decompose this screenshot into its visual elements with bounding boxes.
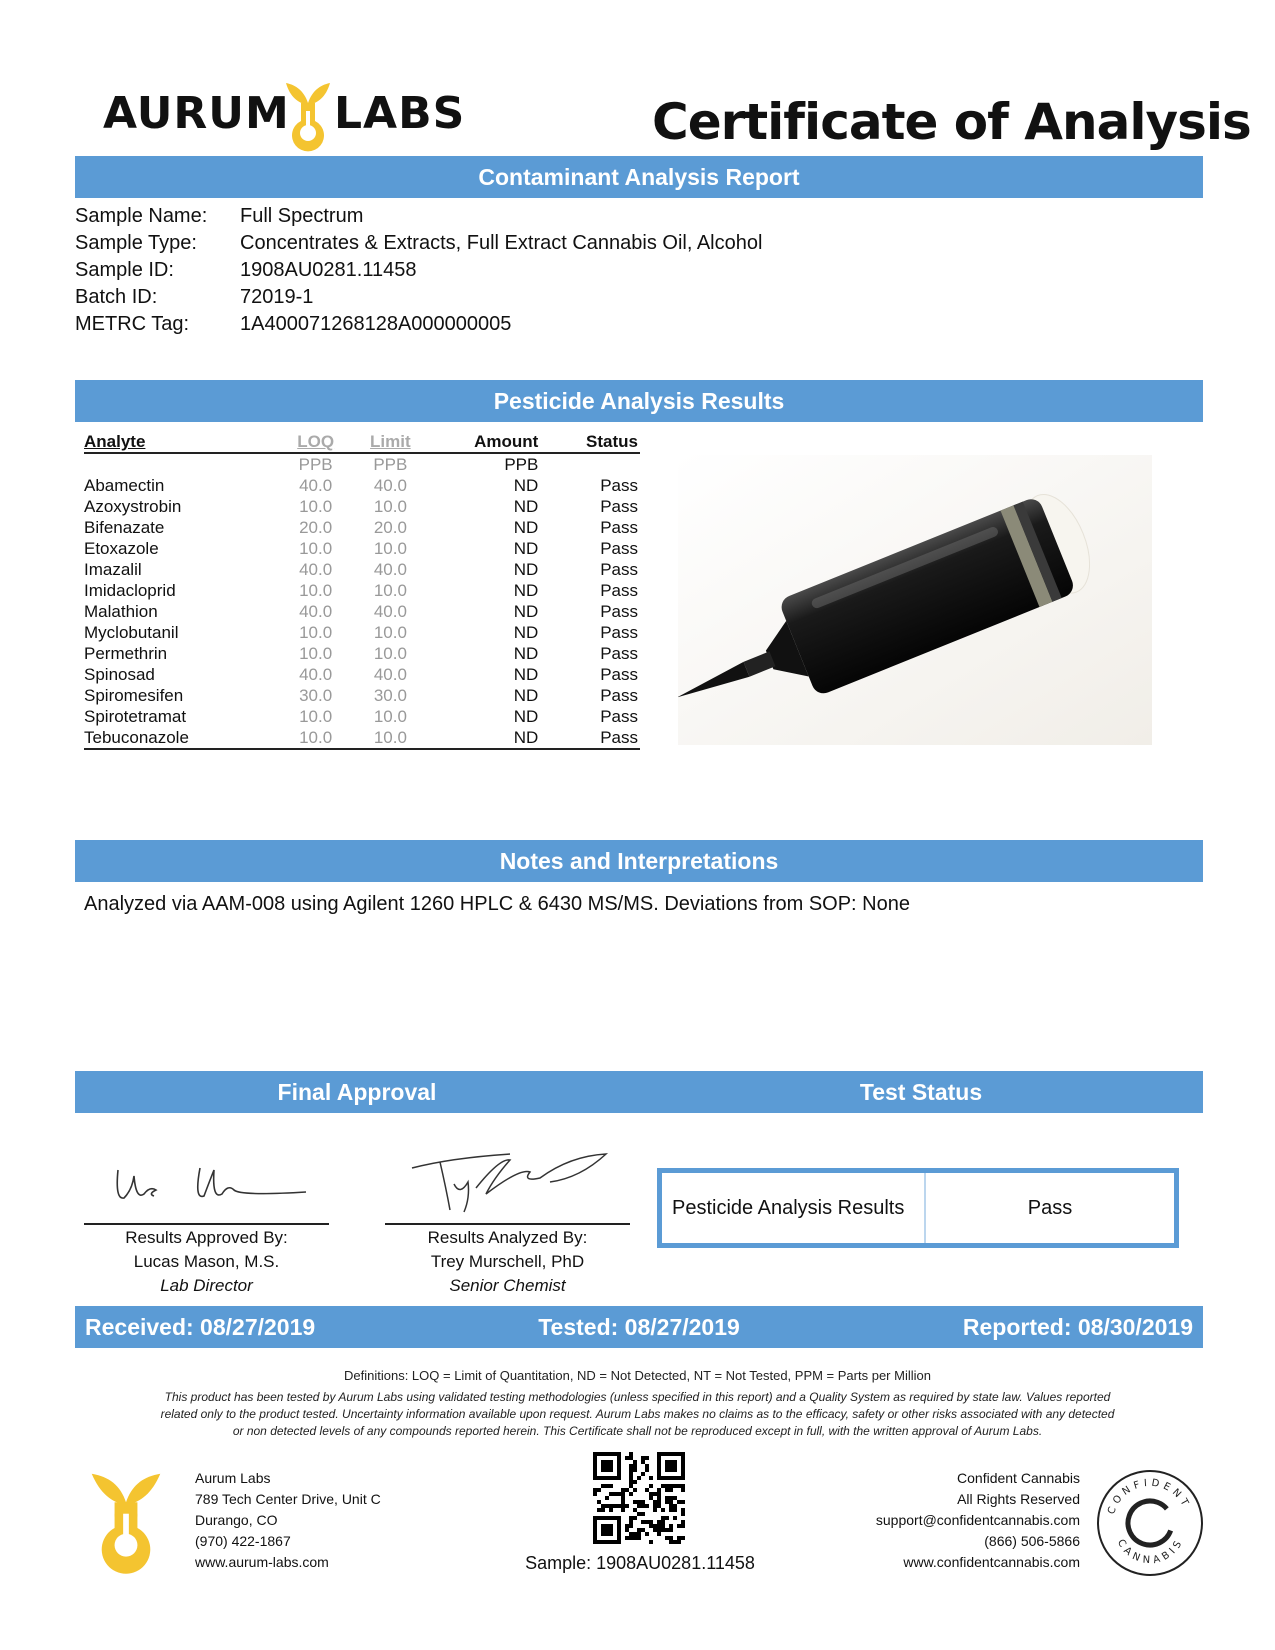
unit-amount: PPB (504, 455, 539, 474)
batch-id-label: Batch ID: (75, 286, 158, 308)
metrc-tag-label: METRC Tag: (75, 313, 190, 335)
cell-loq: 30.0 (299, 686, 333, 705)
cell-amount: ND (513, 539, 539, 558)
cc-website: www.confidentcannabis.com (903, 1554, 1080, 1570)
cc-address-block (876, 1468, 1080, 1573)
lab-website: www.aurum-labs.com (195, 1554, 329, 1570)
status-test-name: Pesticide Analysis Results (672, 1197, 905, 1219)
lab-address-line-1: 789 Tech Center Drive, Unit C (195, 1491, 381, 1507)
cell-status: Pass (600, 539, 638, 558)
cell-analyte: Myclobutanil (84, 623, 179, 642)
signature-lucas-mason (110, 1160, 310, 1210)
cell-loq: 40.0 (299, 602, 333, 621)
cell-analyte: Abamectin (84, 476, 165, 495)
cell-limit: 10.0 (373, 581, 407, 600)
cell-status: Pass (600, 581, 638, 600)
cell-limit: 10.0 (373, 707, 407, 726)
cell-analyte: Spiromesifen (84, 686, 184, 705)
cell-loq: 10.0 (299, 581, 333, 600)
approved-block (84, 1226, 329, 1298)
contaminant-report-bar: Contaminant Analysis Report (75, 156, 1203, 198)
table-row (84, 601, 640, 622)
lab-phone: (970) 422-1867 (195, 1533, 291, 1549)
notes-bar: Notes and Interpretations (75, 840, 1203, 882)
cell-loq: 40.0 (299, 560, 333, 579)
page-title: Certificate of Analysis (652, 93, 1251, 151)
cell-loq: 10.0 (299, 497, 333, 516)
cell-limit: 10.0 (373, 539, 407, 558)
cell-status: Pass (538, 727, 640, 749)
svg-text:CANNABIS: CANNABIS (1114, 1536, 1186, 1567)
cell-analyte: Spirotetramat (84, 707, 187, 726)
received-date: Received: 08/27/2019 (85, 1314, 316, 1340)
cell-amount: ND (428, 727, 539, 749)
cell-limit: 10.0 (353, 727, 428, 749)
cell-limit: 20.0 (373, 518, 407, 537)
cell-amount: ND (513, 497, 539, 516)
unit-limit: PPB (373, 455, 408, 474)
cell-amount: ND (513, 665, 539, 684)
svg-text:CONFIDENT: CONFIDENT (1106, 1477, 1192, 1516)
product-photo (678, 455, 1152, 745)
units-row (84, 453, 640, 475)
disclaimer-line-2: related only to the product tested. Uncertainty information available upon request. Aurum Labs makes no claims as to the efficacy, safety or other risks associated with any detected (160, 1407, 1115, 1421)
metrc-tag-value: 1A400071268128A000000005 (240, 313, 512, 335)
cell-amount: ND (513, 518, 539, 537)
confident-cannabis-seal-icon (1095, 1468, 1205, 1578)
cell-limit: 10.0 (373, 623, 407, 642)
cell-limit: 40.0 (373, 665, 407, 684)
approved-label: Results Approved By: (125, 1228, 288, 1247)
approval-bar (75, 1071, 1203, 1113)
cell-analyte: Imazalil (84, 560, 142, 579)
table-row (84, 622, 640, 643)
cell-status: Pass (600, 476, 638, 495)
cell-status: Pass (600, 623, 638, 642)
cell-analyte: Spinosad (84, 665, 155, 684)
analyzed-label: Results Analyzed By: (427, 1228, 588, 1247)
table-row (84, 580, 640, 601)
signature-trey-murschell (410, 1148, 610, 1218)
col-status: Status (538, 432, 640, 453)
table-row (84, 517, 640, 538)
table-row (84, 496, 640, 517)
cell-loq: 20.0 (299, 518, 333, 537)
sample-name-label: Sample Name: (75, 205, 208, 227)
cell-status: Pass (600, 518, 638, 537)
cc-phone: (866) 506-5866 (984, 1533, 1080, 1549)
final-approval-heading: Final Approval (277, 1079, 437, 1105)
cc-rights: All Rights Reserved (957, 1491, 1080, 1507)
cell-analyte: Azoxystrobin (84, 497, 182, 516)
pesticide-results-bar: Pesticide Analysis Results (75, 380, 1203, 422)
cell-amount: ND (513, 686, 539, 705)
cell-limit: 10.0 (373, 644, 407, 663)
table-row (84, 559, 640, 580)
cell-loq: 10.0 (299, 623, 333, 642)
cell-status: Pass (600, 686, 638, 705)
table-row (84, 706, 640, 727)
pesticide-table (84, 432, 640, 750)
col-analyte: Analyte (84, 432, 278, 453)
dates-bar (75, 1306, 1203, 1348)
cell-limit: 40.0 (373, 476, 407, 495)
logo-text-right: LABS (334, 88, 466, 139)
cell-analyte: Tebuconazole (84, 727, 278, 749)
cell-amount: ND (513, 644, 539, 663)
unit-loq: PPB (298, 455, 333, 474)
table-row (84, 538, 640, 559)
cell-amount: ND (513, 602, 539, 621)
notes-text: Analyzed via AAM-008 using Agilent 1260 HPLC & 6430 MS/MS. Deviations from SOP: None (84, 893, 910, 915)
approved-title: Lab Director (160, 1276, 253, 1295)
table-header-row (84, 432, 640, 453)
disclaimer-text (0, 1389, 1275, 1440)
logo-text-left: AURUM (103, 88, 290, 139)
lab-address-block (195, 1468, 381, 1573)
cell-loq: 10.0 (299, 707, 333, 726)
table-row (84, 727, 640, 749)
cell-limit: 30.0 (373, 686, 407, 705)
test-status-box (657, 1168, 1179, 1248)
approved-name: Lucas Mason, M.S. (133, 1252, 280, 1271)
tested-date: Tested: 08/27/2019 (538, 1314, 740, 1340)
cell-amount: ND (513, 560, 539, 579)
cell-loq: 10.0 (299, 644, 333, 663)
cell-analyte: Etoxazole (84, 539, 159, 558)
cell-loq: 40.0 (299, 476, 333, 495)
cell-status: Pass (600, 644, 638, 663)
definitions-text: Definitions: LOQ = Limit of Quantitation, ND = Not Detected, NT = Not Tested, PPM = Parts per Million (344, 1368, 931, 1383)
cell-analyte: Bifenazate (84, 518, 165, 537)
test-status-heading: Test Status (859, 1079, 983, 1105)
cc-name: Confident Cannabis (957, 1470, 1080, 1486)
sample-id-label: Sample ID: (75, 259, 174, 281)
col-loq: LOQ (278, 432, 353, 453)
aurum-footer-logo-icon (86, 1462, 166, 1574)
footer-sample-id: Sample: 1908AU0281.11458 (525, 1553, 755, 1573)
cell-status: Pass (600, 497, 638, 516)
cell-analyte: Permethrin (84, 644, 168, 663)
analyzed-block (385, 1226, 630, 1298)
cell-amount: ND (513, 623, 539, 642)
reported-date: Reported: 08/30/2019 (962, 1314, 1193, 1340)
cell-limit: 10.0 (373, 497, 407, 516)
cell-status: Pass (600, 602, 638, 621)
cell-amount: ND (513, 707, 539, 726)
status-result: Pass (1027, 1197, 1073, 1219)
signature-line-approved (84, 1223, 329, 1225)
cell-analyte: Imidacloprid (84, 581, 176, 600)
batch-id-value: 72019-1 (240, 286, 314, 308)
cell-status: Pass (600, 560, 638, 579)
disclaimer-line-3: or non detected levels of any compounds reported herein. This Certificate shall not be reproduced except in full, with the written approval of Aurum Labs. (232, 1424, 1043, 1438)
col-limit: Limit (353, 432, 428, 453)
cell-status: Pass (600, 665, 638, 684)
sample-id-value: 1908AU0281.11458 (240, 259, 417, 281)
cell-loq: 40.0 (299, 665, 333, 684)
cell-limit: 40.0 (373, 602, 407, 621)
cell-amount: ND (513, 476, 539, 495)
lab-address-line-2: Durango, CO (195, 1512, 278, 1528)
lab-name: Aurum Labs (195, 1470, 271, 1486)
aurum-flask-icon (280, 75, 336, 153)
cell-amount: ND (513, 581, 539, 600)
cc-email: support@confidentcannabis.com (875, 1512, 1080, 1528)
cell-loq: 10.0 (299, 539, 333, 558)
signature-line-analyzed (385, 1223, 630, 1225)
disclaimer-line-1: This product has been tested by Aurum Labs using validated testing methodologies (unless specified in this report) and a Quality System as required by state law. Values reported (164, 1390, 1111, 1404)
cell-status: Pass (600, 707, 638, 726)
sample-name-value: Full Spectrum (240, 205, 364, 227)
sample-type-label: Sample Type: (75, 232, 197, 254)
sample-type-value: Concentrates & Extracts, Full Extract Cannabis Oil, Alcohol (240, 232, 763, 254)
table-row (84, 664, 640, 685)
cell-analyte: Malathion (84, 602, 158, 621)
table-row (84, 475, 640, 496)
analyzed-name: Trey Murschell, PhD (430, 1252, 585, 1271)
analyzed-title: Senior Chemist (449, 1276, 566, 1295)
col-amount: Amount (428, 432, 539, 453)
table-row (84, 685, 640, 706)
cell-limit: 40.0 (373, 560, 407, 579)
cell-loq: 10.0 (278, 727, 353, 749)
table-row (84, 643, 640, 664)
qr-code (593, 1452, 685, 1544)
